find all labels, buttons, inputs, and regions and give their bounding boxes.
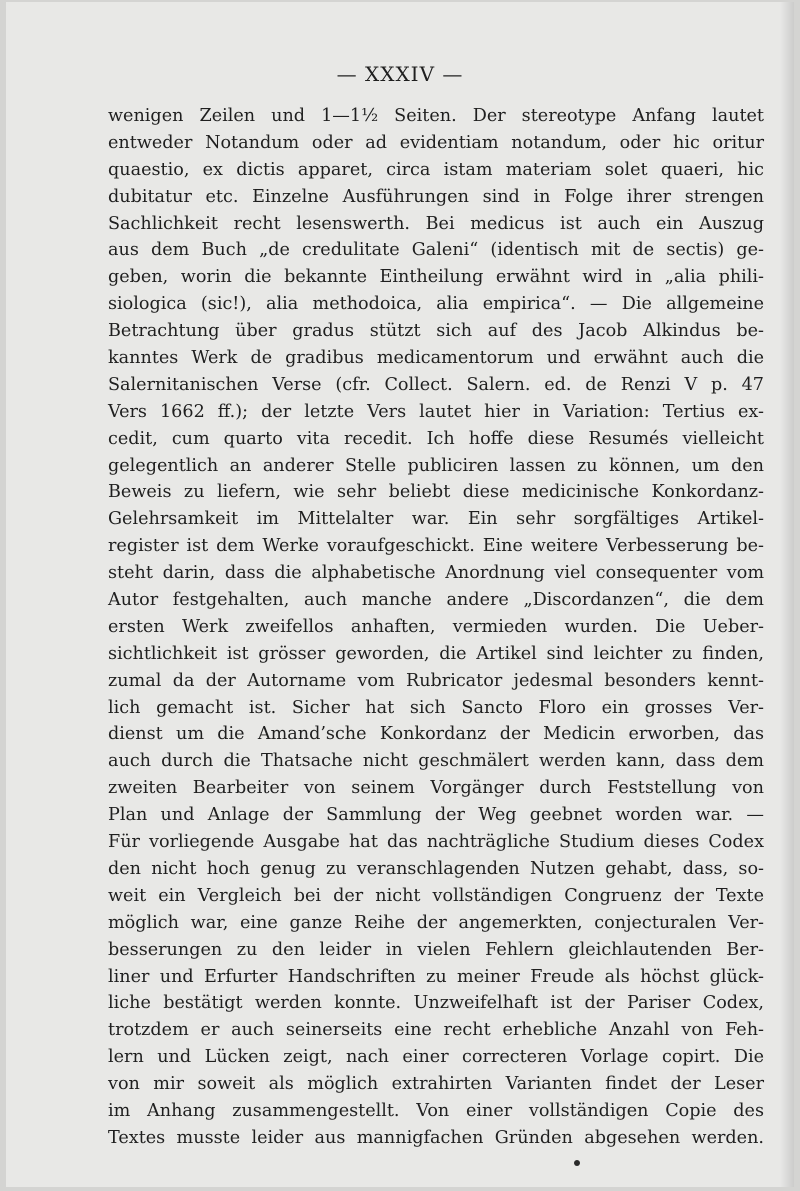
text-line: zweiten Bearbeiter von seinem Vorgänger durch Feststellung von: [108, 778, 764, 799]
text-line: sichtlichkeit ist grösser geworden, die Artikel sind leichter zu finden,: [108, 643, 764, 664]
text-line: lich gemacht ist. Sicher hat sich Sancto Floro ein grosses Ver-: [108, 697, 764, 718]
text-line: weit ein Vergleich bei der nicht vollständigen Congruenz der Texte: [108, 885, 764, 906]
text-line: kanntes Werk de gradibus medicamentorum und erwähnt auch die: [108, 348, 764, 369]
text-line: Textes musste leider aus mannigfachen Gründen abgesehen werden.: [108, 1127, 764, 1148]
text-line: Autor festgehalten, auch manche andere „Discordanzen“, die dem: [108, 590, 764, 611]
page-edge-shadow: [780, 2, 794, 1187]
text-line: Plan und Anlage der Sammlung der Weg geebnet worden war. —: [108, 805, 764, 826]
text-line: Gelehrsamkeit im Mittelalter war. Ein sehr sorgfältiges Artikel-: [108, 509, 764, 530]
text-line: Vers 1662 ff.); der letzte Vers lautet hier in Variation: Tertius ex-: [108, 401, 764, 422]
text-line: wenigen Zeilen und 1—1½ Seiten. Der stereotype Anfang lautet: [108, 106, 764, 126]
text-line: Für vorliegende Ausgabe hat das nachträgliche Studium dieses Codex: [108, 832, 764, 853]
text-line: möglich war, eine ganze Reihe der angemerkten, conjecturalen Ver-: [108, 912, 764, 933]
text-line: Beweis zu liefern, wie sehr beliebt diese medicinische Konkordanz-: [108, 482, 764, 503]
text-line: register ist dem Werke voraufgeschickt. Eine weitere Verbesserung be-: [108, 536, 764, 557]
text-line: aus dem Buch „de credulitate Galeni“ (identisch mit de sectis) ge-: [108, 240, 764, 261]
text-line: im Anhang zusammengestellt. Von einer vollständigen Copie des: [108, 1100, 764, 1121]
text-line: lern und Lücken zeigt, nach einer correcteren Vorlage copirt. Die: [108, 1047, 764, 1068]
text-line: auch durch die Thatsache nicht geschmälert werden kann, dass dem: [108, 751, 764, 772]
text-line: dubitatur etc. Einzelne Ausführungen sind in Folge ihrer strengen: [108, 186, 764, 207]
text-line: quaestio, ex dictis apparet, circa istam materiam solet quaeri, hic: [108, 159, 764, 180]
text-line: besserungen zu den leider in vielen Fehlern gleichlautenden Ber-: [108, 939, 764, 960]
book-page: [6, 2, 794, 1187]
text-line: Betrachtung über gradus stützt sich auf des Jacob Alkindus be-: [108, 321, 764, 342]
text-line: liner und Erfurter Handschriften zu meiner Freude als höchst glück-: [108, 966, 764, 987]
ink-speck: [574, 1160, 580, 1166]
text-line: Salernitanischen Verse (cfr. Collect. Salern. ed. de Renzi V p. 47: [108, 374, 764, 395]
text-line: den nicht hoch genug zu veranschlagenden Nutzen gehabt, dass, so-: [108, 858, 764, 879]
text-line: Sachlichkeit recht lesenswerth. Bei medicus ist auch ein Auszug: [108, 213, 764, 234]
text-line: cedit, cum quarto vita recedit. Ich hoffe diese Resumés vielleicht: [108, 428, 764, 449]
text-line: entweder Notandum oder ad evidentiam notandum, oder hic oritur: [108, 132, 764, 153]
text-line: liche bestätigt werden konnte. Unzweifelhaft ist der Pariser Codex,: [108, 993, 764, 1014]
text-line: gelegentlich an anderer Stelle publiciren lassen zu können, um den: [108, 455, 764, 476]
text-line: ersten Werk zweifellos anhaften, vermieden wurden. Die Ueber-: [108, 616, 764, 637]
text-line: dienst um die Amand’sche Konkordanz der Medicin erworben, das: [108, 724, 764, 745]
text-line: geben, worin die bekannte Eintheilung erwähnt wird in „alia phili-: [108, 267, 764, 288]
text-line: trotzdem er auch seinerseits eine recht erhebliche Anzahl von Feh-: [108, 1020, 764, 1041]
text-line: von mir soweit als möglich extrahirten Varianten findet der Leser: [108, 1074, 764, 1095]
text-line: siologica (sic!), alia methodoica, alia empirica“. — Die allgemeine: [108, 294, 764, 315]
text-line: steht darin, dass die alphabetische Anordnung viel consequenter vom: [108, 563, 764, 584]
body-text: [108, 103, 764, 1152]
text-line: zumal da der Autorname vom Rubricator jedesmal besonders kennt-: [108, 670, 764, 691]
page-number-header: — XXXIV —: [336, 62, 464, 86]
